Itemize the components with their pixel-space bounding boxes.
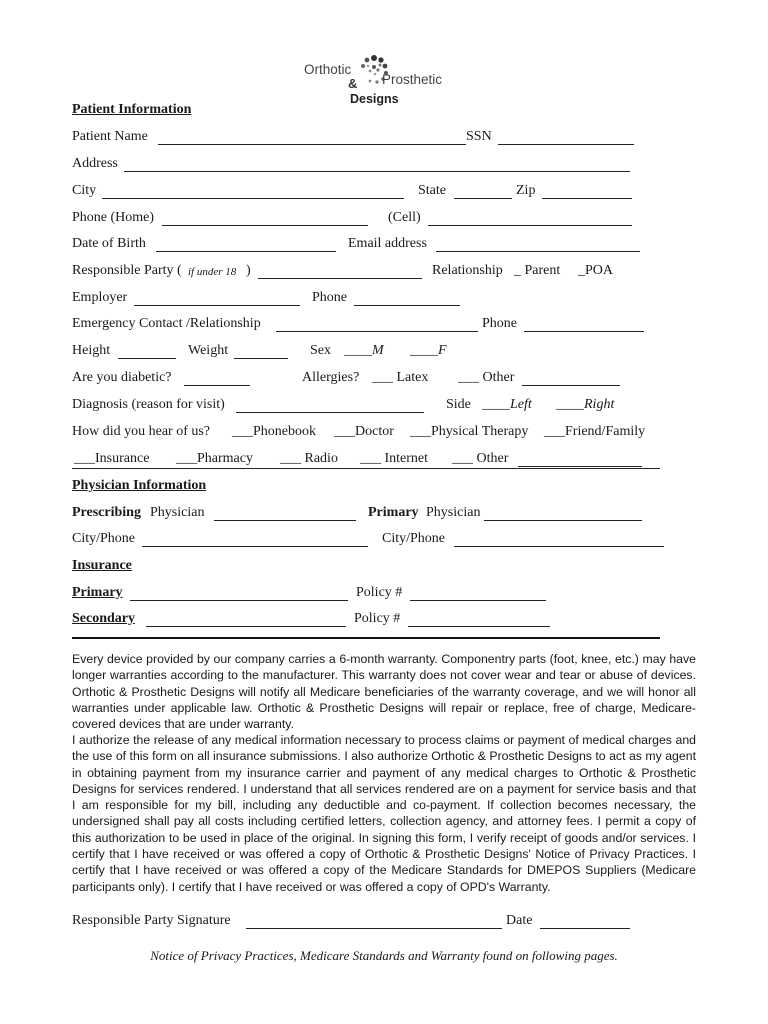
zip-label: Zip	[516, 183, 536, 198]
sex-male-blank[interactable]: ____	[344, 343, 372, 358]
dob-row	[72, 236, 672, 258]
pharmacy-option[interactable]: ___Pharmacy	[176, 451, 253, 466]
secondary-insurance-field[interactable]	[146, 626, 346, 627]
height-field[interactable]	[118, 358, 176, 359]
employer-phone-label: Phone	[312, 290, 347, 305]
doctor-option[interactable]: ___Doctor	[334, 424, 394, 439]
phone-home-label: Phone (Home)	[72, 210, 155, 225]
diabetic-row	[72, 370, 672, 392]
physician-city-row	[72, 531, 672, 553]
employer-row	[72, 290, 672, 312]
diagnosis-label: Diagnosis (reason for visit)	[72, 397, 225, 412]
referral-other-option[interactable]: ___ Other	[452, 451, 509, 466]
logo-ampersand: &	[348, 76, 358, 91]
employer-field[interactable]	[134, 305, 300, 306]
allergies-label: Allergies?	[302, 370, 360, 385]
primary-insurance-label: Primary	[72, 585, 123, 600]
radio-option[interactable]: ___ Radio	[280, 451, 338, 466]
primary-city-phone-field[interactable]	[454, 546, 664, 547]
emergency-phone-field[interactable]	[524, 331, 644, 332]
diabetic-label: Are you diabetic?	[72, 370, 172, 385]
phone-home-field[interactable]	[162, 225, 368, 226]
secondary-policy-field[interactable]	[408, 626, 550, 627]
primary-physician-field[interactable]	[484, 520, 642, 521]
prescribing-physician-field[interactable]	[214, 520, 356, 521]
logo-word-designs: Designs	[350, 92, 399, 106]
section-divider	[72, 637, 660, 639]
primary-label: Primary	[368, 505, 419, 520]
address-label: Address	[72, 156, 118, 171]
address-row	[72, 156, 672, 178]
responsible-party-row	[72, 263, 672, 285]
state-field[interactable]	[454, 198, 512, 199]
cell-label: (Cell)	[388, 210, 421, 225]
responsible-party-field[interactable]	[258, 278, 422, 279]
side-right-blank[interactable]: ____	[556, 397, 584, 412]
latex-option[interactable]: ___ Latex	[372, 370, 429, 385]
city-label: City	[72, 183, 97, 198]
city-field[interactable]	[102, 198, 404, 199]
diagnosis-row	[72, 397, 672, 419]
sex-female-option: F	[438, 343, 447, 358]
allergy-other-field[interactable]	[522, 385, 620, 386]
authorization-paragraph: I authorize the release of any medical information necessary to process claims or payment of medical charges and the use of this form on all insurance submissions. I also authorize Orthotic & Prosthetic Designs to act as my agent in obtaining payment from my insurance carrier and payment of any medical charges to Orthotic & Prosthetic Designs for services rendered. I understand that all services rendered are on a payment for service basis and that I am responsible for my bill, including any deductible and co-payment. If collection becomes necessary, the undersigned shall pay all costs including certified letters, collection agency, and attorney fees. I permit a copy of this authorization to be used in place of the original. In signing this form, I verify receipt of goods and/or services. I certify that I have received or was offered a copy of Orthotic & Prosthetic Designs' Notice of Privacy Practices. I certify that I have received or was offered a copy of the Medicare Standards for DMEPOS Suppliers (Medicare participants only). I certify that I have received or was offered a copy of OPD's Warranty.	[72, 733, 696, 894]
patient-info-section	[72, 102, 672, 124]
date-field[interactable]	[540, 928, 630, 929]
side-right-option: Right	[584, 397, 615, 412]
address-field[interactable]	[124, 171, 630, 172]
email-field[interactable]	[436, 251, 640, 252]
primary-city-phone-label: City/Phone	[382, 531, 446, 546]
sex-label: Sex	[310, 343, 331, 358]
dob-field[interactable]	[156, 251, 336, 252]
parent-option[interactable]: _ Parent	[514, 263, 561, 278]
side-left-option: Left	[510, 397, 532, 412]
poa-option[interactable]: _POA	[578, 263, 614, 278]
zip-field[interactable]	[542, 198, 632, 199]
signature-label: Responsible Party Signature	[72, 913, 231, 928]
side-left-blank[interactable]: ____	[482, 397, 510, 412]
emergency-phone-label: Phone	[482, 316, 517, 331]
dob-label: Date of Birth	[72, 236, 146, 251]
physician-row	[72, 505, 672, 527]
height-row	[72, 343, 672, 365]
emergency-contact-field[interactable]	[276, 331, 478, 332]
emergency-contact-label: Emergency Contact /Relationship	[72, 316, 261, 331]
height-label: Height	[72, 343, 111, 358]
sex-female-blank[interactable]: ____	[410, 343, 438, 358]
cell-field[interactable]	[428, 225, 632, 226]
insurance-section	[72, 558, 672, 580]
sex-male-option: M	[372, 343, 384, 358]
patient-name-label: Patient Name	[72, 129, 148, 144]
prescribing-physician-label: Physician	[150, 505, 205, 520]
footer-note: Notice of Privacy Practices, Medicare Standards and Warranty found on following pages.	[150, 948, 618, 963]
prescribing-city-phone-field[interactable]	[142, 546, 368, 547]
referral-row-1	[72, 424, 672, 446]
signature-row	[72, 913, 672, 935]
emergency-row	[72, 316, 672, 338]
city-row	[72, 183, 672, 205]
state-label: State	[418, 183, 446, 198]
patient-name-row	[72, 129, 672, 151]
physician-info-heading: Physician Information	[72, 478, 207, 493]
employer-label: Employer	[72, 290, 128, 305]
physical-therapy-option[interactable]: ___Physical Therapy	[410, 424, 529, 439]
signature-field[interactable]	[246, 928, 502, 929]
responsible-party-close-paren: )	[246, 263, 251, 278]
prescribing-label: Prescribing	[72, 505, 141, 520]
responsible-party-label: Responsible Party (	[72, 263, 182, 278]
referral-other-field[interactable]	[518, 466, 642, 467]
secondary-insurance-label: Secondary	[72, 611, 135, 626]
side-label: Side	[446, 397, 471, 412]
patient-name-field[interactable]	[158, 144, 466, 145]
logo-word-orthotic: Orthotic	[304, 62, 352, 77]
internet-option[interactable]: ___ Internet	[360, 451, 429, 466]
allergy-other-option[interactable]: ___ Other	[458, 370, 515, 385]
physician-info-section	[72, 478, 672, 500]
weight-label: Weight	[188, 343, 229, 358]
hear-of-us-label: How did you hear of us?	[72, 424, 211, 439]
ssn-field[interactable]	[498, 144, 634, 145]
primary-policy-label: Policy #	[356, 585, 403, 600]
primary-insurance-field[interactable]	[130, 600, 348, 601]
ssn-label: SSN	[466, 129, 492, 144]
referral-row-2	[72, 451, 672, 473]
if-under-18-note: if under 18	[188, 266, 237, 278]
diagnosis-field[interactable]	[236, 412, 424, 413]
primary-physician-label: Physician	[426, 505, 481, 520]
employer-phone-field[interactable]	[354, 305, 460, 306]
insurance-option[interactable]: ___Insurance	[74, 451, 150, 466]
email-label: Email address	[348, 236, 427, 251]
phone-row	[72, 210, 672, 232]
phonebook-option[interactable]: ___Phonebook	[232, 424, 316, 439]
secondary-insurance-row	[72, 611, 672, 633]
date-label: Date	[506, 913, 533, 928]
referral-row-underline	[72, 468, 660, 469]
primary-policy-field[interactable]	[410, 600, 546, 601]
logo-word-prosthetic: Prosthetic	[382, 72, 443, 87]
friend-family-option[interactable]: ___Friend/Family	[544, 424, 646, 439]
diabetic-field[interactable]	[184, 385, 250, 386]
prescribing-city-phone-label: City/Phone	[72, 531, 136, 546]
weight-field[interactable]	[234, 358, 288, 359]
primary-insurance-row	[72, 585, 672, 607]
secondary-policy-label: Policy #	[354, 611, 401, 626]
insurance-heading: Insurance	[72, 558, 132, 573]
patient-info-heading: Patient Information	[72, 102, 192, 117]
warranty-paragraph: Every device provided by our company carries a 6-month warranty. Componentry parts (foot, knee, etc.) may have longer warranties according to the manufacturer. This warranty does not cover wear and tear or abuse of devices. Orthotic & Prosthetic Designs will notify all Medicare beneficiaries of the warranty coverage, and we will honor all warranties under applicable law. Orthotic & Prosthetic Designs will repair or replace, free of charge, Medicare-covered devices that are under warranty.	[72, 652, 696, 732]
relationship-label: Relationship	[432, 263, 503, 278]
